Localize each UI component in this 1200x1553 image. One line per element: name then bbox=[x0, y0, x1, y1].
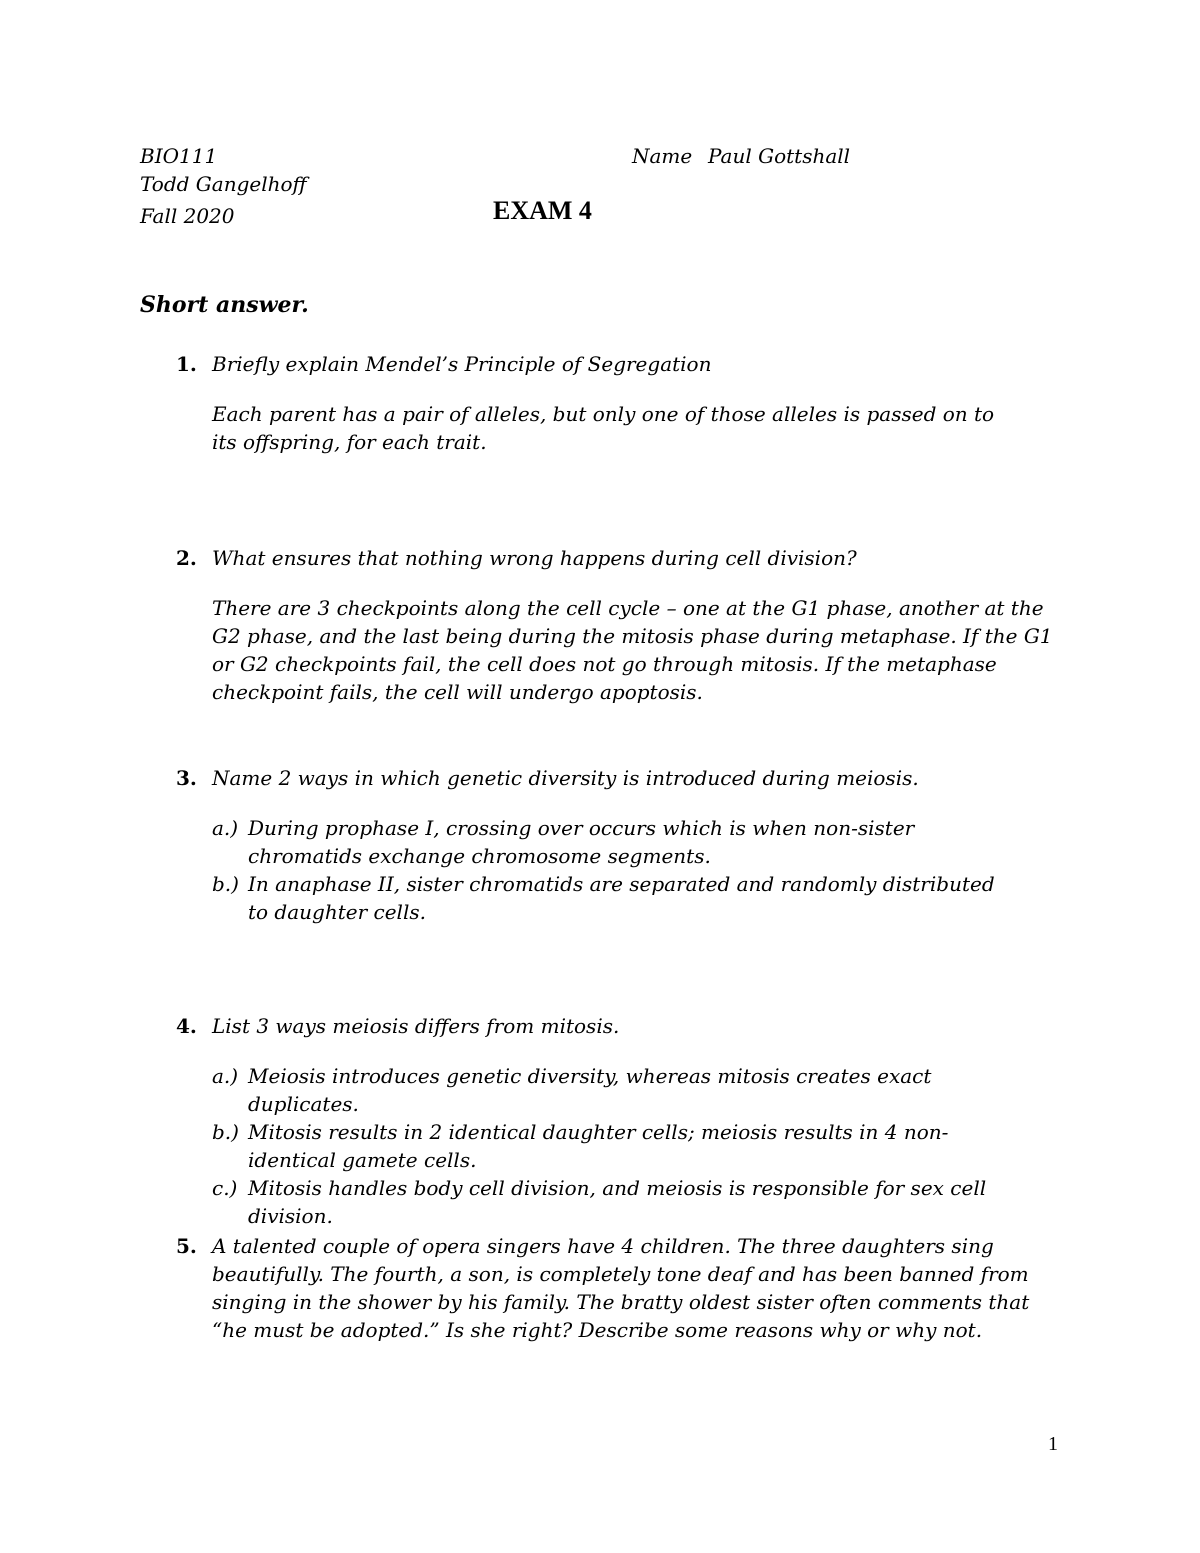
answer-list bbox=[212, 1062, 1032, 1230]
question-number: 5. bbox=[176, 1234, 197, 1258]
question-number: 2. bbox=[176, 546, 197, 570]
question-2 bbox=[140, 544, 1100, 706]
question-prompt: What ensures that nothing wrong happens during cell division? bbox=[212, 546, 857, 570]
student-name: Paul Gottshall bbox=[708, 144, 851, 168]
page-number: 1 bbox=[1048, 1433, 1058, 1455]
question-number: 4. bbox=[176, 1014, 197, 1038]
name-label: Name bbox=[632, 144, 693, 168]
term: Fall 2020 bbox=[140, 204, 235, 228]
question-number: 1. bbox=[176, 352, 197, 376]
exam-title: EXAM 4 bbox=[493, 196, 592, 225]
question-prompt: Briefly explain Mendel’s Principle of Segregation bbox=[212, 352, 712, 376]
section-title: Short answer. bbox=[140, 292, 309, 318]
list-item bbox=[212, 1174, 1032, 1230]
item-text: During prophase I, crossing over occurs which is when non-sister chromatids exchange chromosome segments. bbox=[248, 816, 915, 868]
item-label: a.) bbox=[212, 816, 239, 840]
item-text: Meiosis introduces genetic diversity, whereas mitosis creates exact duplicates. bbox=[248, 1064, 932, 1116]
question-4 bbox=[140, 1012, 1100, 1230]
question-prompt: A talented couple of opera singers have 4 children. The three daughters sing beautifully. The fourth, a son, is completely tone deaf and has been banned from singing in the shower by his family. The bratty oldest sister often comments that “he must be adopted.” Is she right? Describe some reasons why or why not. bbox=[212, 1234, 1030, 1342]
answer-list bbox=[212, 814, 1012, 926]
question-5 bbox=[140, 1232, 1100, 1344]
list-item bbox=[212, 1118, 1032, 1174]
list-item bbox=[212, 1062, 1032, 1118]
item-label: b.) bbox=[212, 1120, 239, 1144]
item-label: c.) bbox=[212, 1176, 238, 1200]
instructor-name: Todd Gangelhoff bbox=[140, 172, 307, 196]
answer-text: There are 3 checkpoints along the cell cycle – one at the G1 phase, another at the G2 phase, and the last being during the mitosis phase during metaphase. If the G1 or G2 checkpoints fail, the cell does not go through mitosis. If the metaphase checkpoint fails, the cell will undergo apoptosis. bbox=[212, 596, 1053, 704]
item-text: Mitosis handles body cell division, and meiosis is responsible for sex cell division. bbox=[248, 1176, 987, 1228]
question-prompt: Name 2 ways in which genetic diversity is introduced during meiosis. bbox=[212, 766, 919, 790]
answer-text: Each parent has a pair of alleles, but only one of those alleles is passed on to its offspring, for each trait. bbox=[212, 402, 995, 454]
item-label: a.) bbox=[212, 1064, 239, 1088]
course-code: BIO111 bbox=[140, 144, 218, 168]
question-number: 3. bbox=[176, 766, 197, 790]
item-text: In anaphase II, sister chromatids are separated and randomly distributed to daughter cells. bbox=[248, 872, 995, 924]
question-prompt: List 3 ways meiosis differs from mitosis. bbox=[212, 1014, 620, 1038]
question-3 bbox=[140, 764, 1100, 926]
item-label: b.) bbox=[212, 872, 239, 896]
list-item bbox=[212, 870, 1012, 926]
item-text: Mitosis results in 2 identical daughter cells; meiosis results in 4 non-identical gamete cells. bbox=[248, 1120, 949, 1172]
question-1 bbox=[140, 350, 1100, 456]
list-item bbox=[212, 814, 1012, 870]
